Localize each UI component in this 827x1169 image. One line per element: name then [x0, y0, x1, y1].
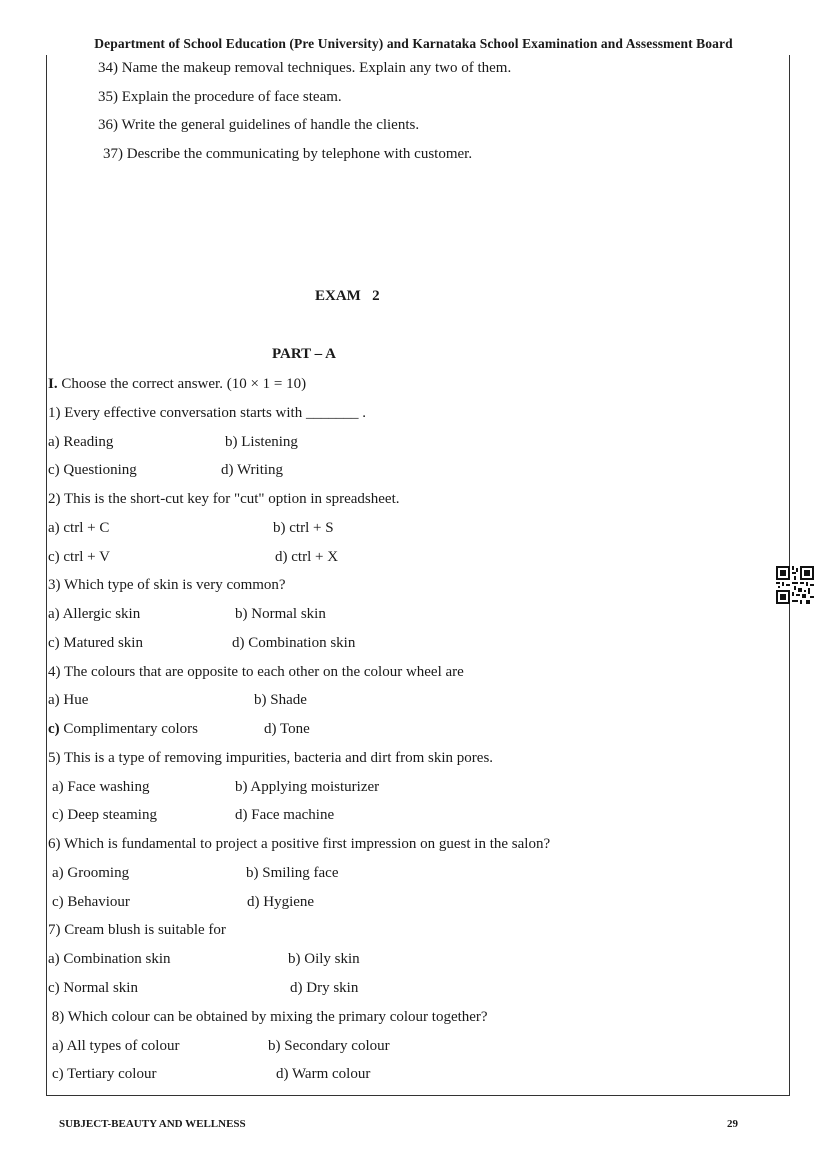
q6-option-a: a) Grooming	[52, 865, 130, 881]
q7-option-a: a) Combination skin	[48, 951, 171, 967]
question-37: 37) Describe the communicating by telephone with customer.	[103, 146, 473, 162]
q6-option-b: b) Smiling face	[246, 865, 339, 881]
q2-option-d: d) ctrl + X	[275, 549, 339, 565]
exam-title: EXAM 2	[315, 288, 380, 304]
q1-option-a: a) Reading	[48, 434, 114, 450]
q8-option-d: d) Warm colour	[276, 1066, 371, 1082]
instruction-numeral: I.	[48, 376, 58, 392]
q8-option-a: a) All types of colour	[52, 1038, 180, 1054]
q7-option-c: c) Normal skin	[48, 980, 138, 996]
q6-option-c: c) Behaviour	[52, 894, 130, 910]
q2-option-a: a) ctrl + C	[48, 520, 110, 536]
q6-option-d: d) Hygiene	[247, 894, 315, 910]
question-34: 34) Name the makeup removal techniques. Explain any two of them.	[98, 60, 512, 76]
q4-option-b: b) Shade	[254, 692, 307, 708]
instruction	[48, 375, 306, 393]
q8-option-c: c) Tertiary colour	[52, 1066, 157, 1082]
instruction-text: Choose the correct answer. (10 × 1 = 10)	[57, 376, 307, 392]
q8-option-b: b) Secondary colour	[268, 1038, 390, 1054]
q4-option-a: a) Hue	[48, 692, 89, 708]
q3-option-c: c) Matured skin	[48, 635, 143, 651]
q3-option-a: a) Allergic skin	[48, 606, 141, 622]
q7-option-b: b) Oily skin	[288, 951, 360, 967]
q5-option-d: d) Face machine	[235, 807, 335, 823]
q7-option-d: d) Dry skin	[290, 980, 359, 996]
q3-option-b: b) Normal skin	[235, 606, 326, 622]
footer-page-number: 29	[727, 1118, 738, 1130]
q1-option-b: b) Listening	[225, 434, 298, 450]
question-1: 1) Every effective conversation starts with _______ .	[48, 405, 366, 421]
q5-option-c: c) Deep steaming	[52, 807, 157, 823]
part-title: PART – A	[272, 346, 336, 362]
question-36: 36) Write the general guidelines of handle the clients.	[98, 117, 420, 133]
q2-option-c: c) ctrl + V	[48, 549, 110, 565]
question-8: 8) Which colour can be obtained by mixing the primary colour together?	[48, 1009, 488, 1025]
question-35: 35) Explain the procedure of face steam.	[98, 89, 342, 105]
question-3: 3) Which type of skin is very common?	[48, 577, 286, 593]
q5-option-b: b) Applying moisturizer	[235, 779, 380, 795]
q1-option-c: c) Questioning	[48, 462, 137, 478]
footer-subject: SUBJECT-BEAUTY AND WELLNESS	[59, 1118, 246, 1130]
q4-option-c	[48, 720, 198, 738]
qr-code-icon	[776, 566, 814, 604]
q4-option-d: d) Tone	[264, 721, 310, 737]
q2-option-b: b) ctrl + S	[273, 520, 334, 536]
q4-option-c-text: Complimentary colors	[59, 721, 198, 737]
q4-option-c-letter: c)	[48, 721, 60, 737]
q3-option-d: d) Combination skin	[232, 635, 356, 651]
question-6: 6) Which is fundamental to project a positive first impression on guest in the salon?	[48, 836, 551, 852]
question-5: 5) This is a type of removing impurities, bacteria and dirt from skin pores.	[48, 750, 494, 766]
q5-option-a: a) Face washing	[52, 779, 150, 795]
question-4: 4) The colours that are opposite to each other on the colour wheel are	[48, 664, 464, 680]
page-header: Department of School Education (Pre University) and Karnataka School Examination and Assessment Board	[94, 36, 733, 51]
question-7: 7) Cream blush is suitable for	[48, 922, 226, 938]
q1-option-d: d) Writing	[221, 462, 284, 478]
question-2: 2) This is the short-cut key for "cut" option in spreadsheet.	[48, 491, 400, 507]
